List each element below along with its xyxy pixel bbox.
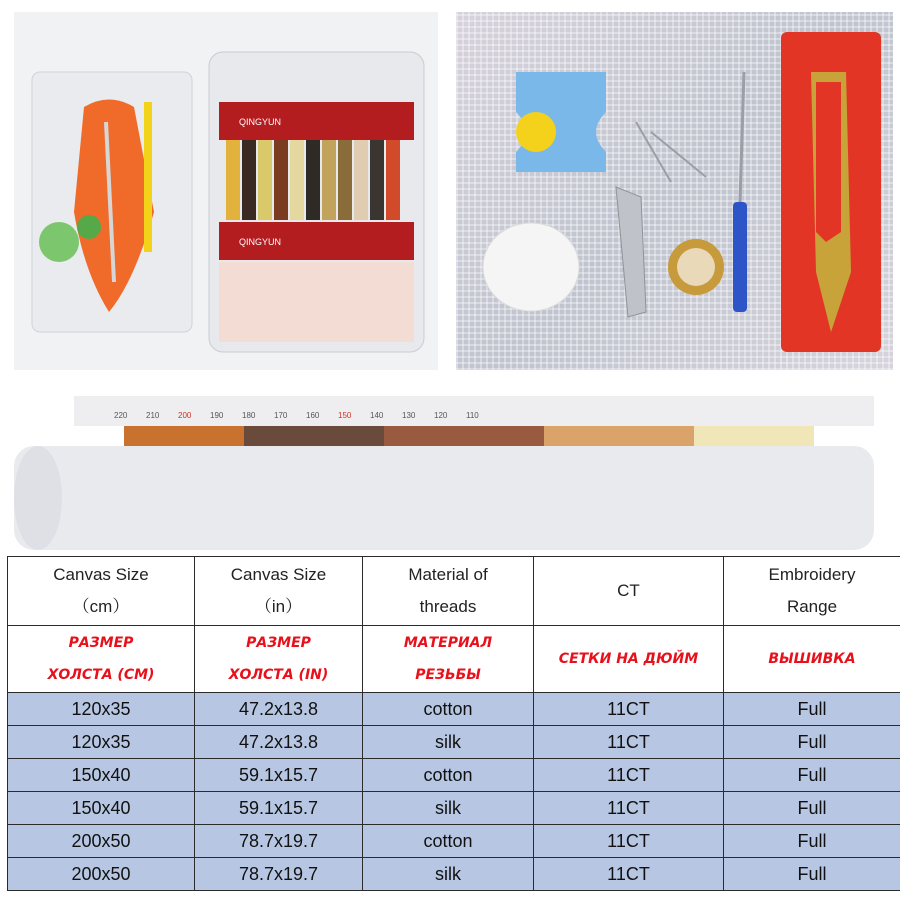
cell-ct: 11CT bbox=[534, 858, 724, 891]
cell-size-in: 47.2x13.8 bbox=[195, 693, 363, 726]
ruler-tick: 220 bbox=[114, 411, 128, 420]
header-embroidery-range: Embroidery Range bbox=[724, 557, 900, 626]
header-canvas-size-in: Canvas Size （in） bbox=[195, 557, 363, 626]
cell-material: cotton bbox=[363, 759, 534, 792]
ruler-tick: 190 bbox=[210, 411, 224, 420]
needle-threader bbox=[616, 187, 646, 317]
header-ru-material: МАТЕРИАЛ РЕЗЬБЫ bbox=[363, 626, 534, 693]
cell-material: cotton bbox=[363, 693, 534, 726]
cell-range: Full bbox=[724, 825, 900, 858]
ruler-tick: 120 bbox=[434, 411, 448, 420]
cotton-ball bbox=[483, 223, 579, 311]
cell-size-cm: 200x50 bbox=[8, 825, 195, 858]
header-ru-ct: СЕТКИ НА ДЮЙМ bbox=[534, 626, 724, 693]
seam-ripper bbox=[733, 72, 747, 312]
cell-range: Full bbox=[724, 792, 900, 825]
cell-range: Full bbox=[724, 759, 900, 792]
cell-material: silk bbox=[363, 726, 534, 759]
header-ct: CT bbox=[534, 557, 724, 626]
header-canvas-size-cm: Canvas Size （cm） bbox=[8, 557, 195, 626]
tools-bag bbox=[32, 72, 192, 332]
ruler-tick: 170 bbox=[274, 411, 288, 420]
cell-size-in: 47.2x13.8 bbox=[195, 726, 363, 759]
scissors-pack bbox=[781, 32, 881, 352]
threads-bag bbox=[209, 52, 424, 352]
ruler-tick: 200 bbox=[178, 411, 192, 420]
header-ru-canvas-size-cm: РАЗМЕР ХОЛСТА (CM) bbox=[8, 626, 195, 693]
cell-material: silk bbox=[363, 858, 534, 891]
header-ru-embroidery: ВЫШИВКА bbox=[724, 626, 900, 693]
cell-material: silk bbox=[363, 792, 534, 825]
table-header-ru-row bbox=[8, 626, 900, 693]
ruler-tick: 210 bbox=[146, 411, 160, 420]
cell-size-in: 78.7x19.7 bbox=[195, 858, 363, 891]
cell-ct: 11CT bbox=[534, 759, 724, 792]
cell-size-cm: 150x40 bbox=[8, 759, 195, 792]
thread-brand-label-top: QINGYUN bbox=[239, 117, 282, 127]
kit-packaging-photo bbox=[14, 12, 438, 370]
table-row bbox=[8, 825, 900, 858]
table-row bbox=[8, 792, 900, 825]
ruler-tick: 180 bbox=[242, 411, 256, 420]
ruler-tick: 150 bbox=[338, 411, 352, 420]
needles bbox=[636, 122, 706, 182]
cell-size-cm: 150x40 bbox=[8, 792, 195, 825]
thread-skeins bbox=[226, 140, 400, 220]
cell-ct: 11CT bbox=[534, 693, 724, 726]
cell-ct: 11CT bbox=[534, 792, 724, 825]
thread-brand-label-bottom: QINGYUN bbox=[239, 237, 282, 247]
thread-winder bbox=[516, 72, 606, 172]
tools-photo bbox=[456, 12, 893, 370]
cell-ct: 11CT bbox=[534, 726, 724, 759]
header-material: Material of threads bbox=[363, 557, 534, 626]
cell-material: cotton bbox=[363, 825, 534, 858]
thimble bbox=[668, 239, 724, 295]
cell-size-cm: 120x35 bbox=[8, 693, 195, 726]
cell-size-cm: 200x50 bbox=[8, 858, 195, 891]
ruler-tick: 110 bbox=[466, 411, 479, 420]
canvas-roll-photo bbox=[14, 388, 896, 554]
ruler-tick: 140 bbox=[370, 411, 384, 420]
cell-size-in: 78.7x19.7 bbox=[195, 825, 363, 858]
table-row bbox=[8, 759, 900, 792]
ruler-tick: 130 bbox=[402, 411, 416, 420]
canvas-roll bbox=[14, 446, 874, 550]
ruler-tick: 160 bbox=[306, 411, 320, 420]
header-ru-canvas-size-in: РАЗМЕР ХОЛСТА (IN) bbox=[195, 626, 363, 693]
cell-ct: 11CT bbox=[534, 825, 724, 858]
printed-pattern-strip bbox=[124, 426, 814, 448]
table-row bbox=[8, 858, 900, 891]
cell-size-cm: 120x35 bbox=[8, 726, 195, 759]
spec-table bbox=[7, 556, 900, 891]
table-row bbox=[8, 726, 900, 759]
cell-range: Full bbox=[724, 693, 900, 726]
cell-size-in: 59.1x15.7 bbox=[195, 759, 363, 792]
table-header-row bbox=[8, 557, 900, 626]
cell-range: Full bbox=[724, 726, 900, 759]
table-row bbox=[8, 693, 900, 726]
cell-size-in: 59.1x15.7 bbox=[195, 792, 363, 825]
cell-range: Full bbox=[724, 858, 900, 891]
